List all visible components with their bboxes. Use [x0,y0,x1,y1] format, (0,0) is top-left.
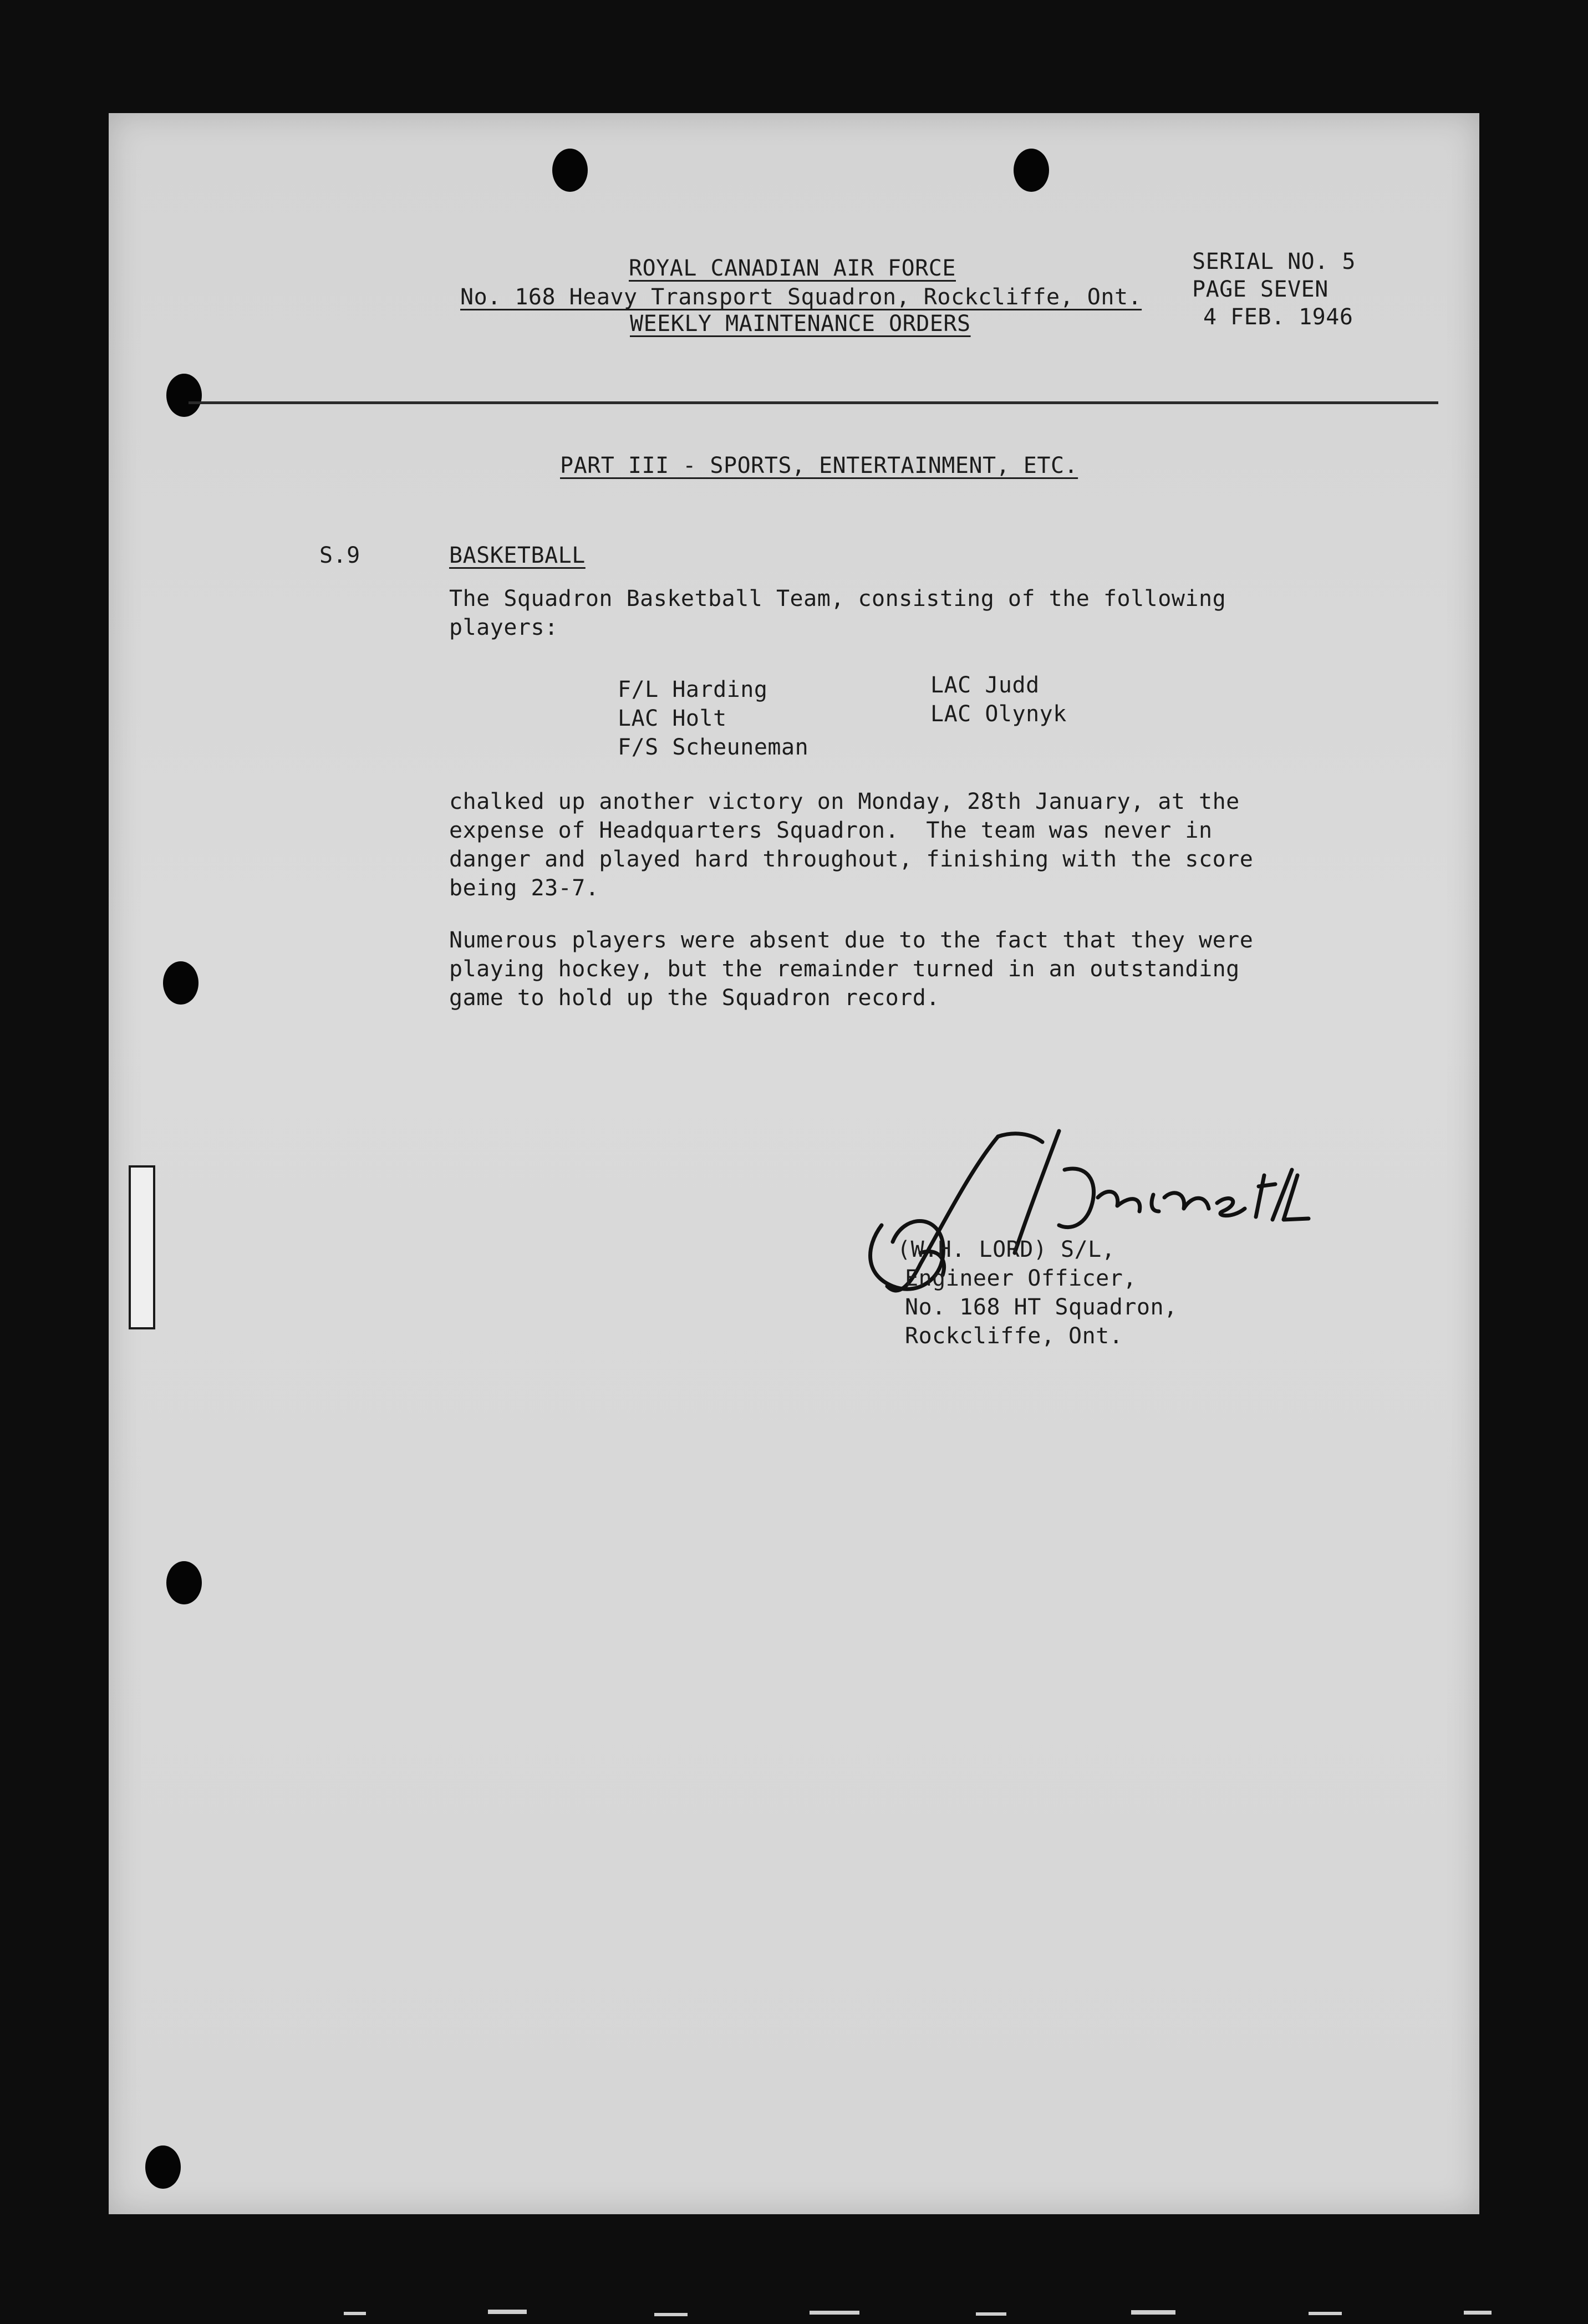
player-left-2: LAC Holt [618,706,727,731]
paragraph-2-line-3: game to hold up the Squadron record. [449,985,940,1011]
punch-hole-top-left [552,149,588,192]
player-right-1: LAC Judd [930,672,1040,698]
signature-line-2: Engineer Officer, [905,1266,1137,1291]
header-unit-line: No. 168 Heavy Transport Squadron, Rockcliffe, Ont. [460,284,1142,310]
header-orders-line: WEEKLY MAINTENANCE ORDERS [630,311,971,337]
punch-hole-top-right [1014,149,1049,192]
scan-edge-noise [0,2301,1588,2324]
paragraph-1-line-1: chalked up another victory on Monday, 28th January, at the [449,789,1240,814]
paragraph-2-line-2: playing hockey, but the remainder turned in an outstanding [449,956,1240,982]
paragraph-1-line-2: expense of Headquarters Squadron. The team was never in [449,818,1213,843]
player-right-2: LAC Olynyk [930,701,1067,727]
signature-line-3: No. 168 HT Squadron, [905,1294,1178,1320]
player-left-1: F/L Harding [618,677,768,702]
player-left-3: F/S Scheuneman [618,735,809,760]
signature-line-1: (W.H. LORD) S/L, [897,1237,1116,1262]
intro-line-2: players: [449,615,558,640]
punch-hole-left-2 [163,961,198,1005]
header-rule [189,401,1438,404]
punch-hole-left-1 [166,374,202,417]
header-org-line: ROYAL CANADIAN AIR FORCE [629,256,956,281]
paragraph-1-line-4: being 23-7. [449,875,599,901]
signature-line-4: Rockcliffe, Ont. [905,1323,1123,1349]
paragraph-1-line-3: danger and played hard throughout, finishing with the score [449,847,1254,872]
paragraph-2-line-1: Numerous players were absent due to the fact that they were [449,927,1254,953]
punch-hole-left-3 [166,1561,202,1604]
binder-tab [129,1165,155,1329]
section-number: S.9 [319,543,360,568]
page-label: PAGE SEVEN [1192,277,1329,302]
part-heading: PART III - SPORTS, ENTERTAINMENT, ETC. [560,453,1078,478]
intro-line-1: The Squadron Basketball Team, consisting of the following [449,586,1226,611]
document-date: 4 FEB. 1946 [1203,304,1353,330]
punch-hole-left-4 [145,2145,181,2189]
section-title: BASKETBALL [449,543,586,568]
serial-number: SERIAL NO. 5 [1192,249,1356,274]
